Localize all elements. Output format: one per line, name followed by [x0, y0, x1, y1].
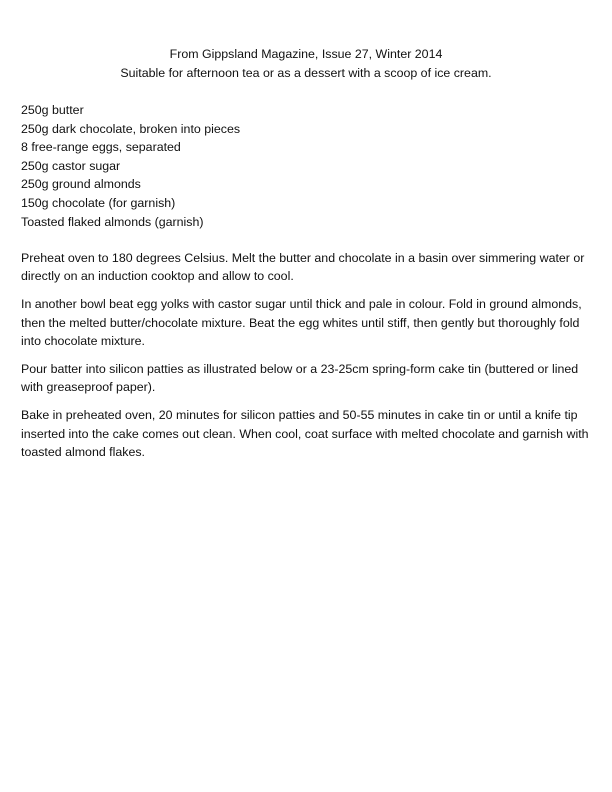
- method-step: In another bowl beat egg yolks with castor sugar until thick and pale in colour. Fold in ground almonds, then the melted butter/chocolate mixture. Beat the egg whites until stiff, then gently but thoroughly fold into chocolate mixture.: [21, 297, 582, 349]
- method-step: Bake in preheated oven, 20 minutes for silicon patties and 50-55 minutes in cake tin or until a knife tip inserted into the cake comes out clean. When cool, coat surface with melted chocolate and garnish with toasted almond flakes.: [21, 408, 589, 460]
- ingredients-list: [21, 101, 591, 231]
- serving-suggestion: Suitable for afternoon tea or as a dessert with a scoop of ice cream.: [120, 66, 492, 80]
- method-step: Preheat oven to 180 degrees Celsius. Melt the butter and chocolate in a basin over simmering water or directly on an induction cooktop and allow to cool.: [21, 251, 585, 284]
- ingredient-item: 8 free-range eggs, separated: [21, 140, 181, 155]
- ingredient-item: 250g castor sugar: [21, 158, 121, 173]
- ingredient-item: 250g dark chocolate, broken into pieces: [21, 121, 241, 136]
- ingredient-item: Toasted flaked almonds (garnish): [21, 214, 204, 229]
- ingredient-item: 250g butter: [21, 103, 84, 117]
- method-step: Pour batter into silicon patties as illustrated below or a 23-25cm spring-form cake tin (buttered or lined with greaseproof paper).: [21, 362, 579, 395]
- ingredient-item: 150g chocolate (for garnish): [21, 195, 176, 210]
- recipe-header: [0, 45, 612, 83]
- method-section: [21, 249, 596, 471]
- source-line: From Gippsland Magazine, Issue 27, Winter 2014: [169, 47, 443, 61]
- ingredient-item: 250g ground almonds: [21, 177, 141, 192]
